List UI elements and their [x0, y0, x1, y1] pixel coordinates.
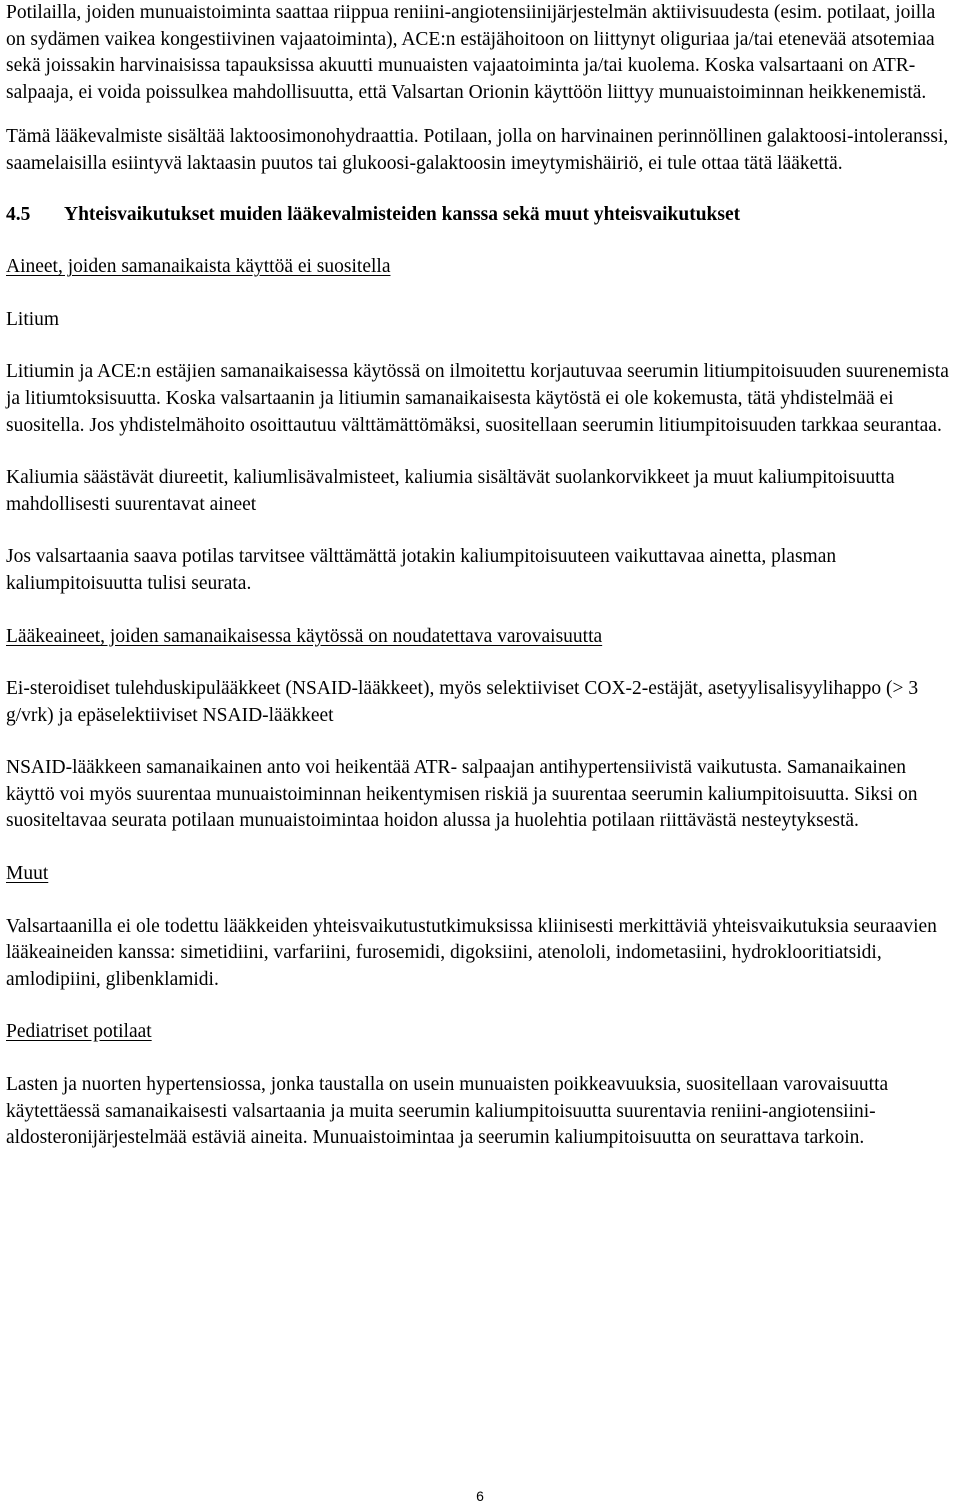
section-title: Yhteisvaikutukset muiden lääkevalmisteiden kanssa sekä muut yhteisvaikutukset [64, 203, 741, 225]
potassium-paragraph: Jos valsartaania saava potilas tarvitsee välttämättä jotakin kaliumpitoisuuteen vaikuttavaa ainetta, plasman kaliumpitoisuutta tulisi seurata. [6, 546, 837, 594]
subheading-pediatric: Pediatriset potilaat [6, 1021, 152, 1043]
pediatric-paragraph: Lasten ja nuorten hypertensiossa, jonka taustalla on usein munuaisten poikkeavuuksia, suositellaan varovaisuutta käytettäessä samanaikaisesti valsartaania ja muita seerumin kaliumpitoisuutta suurentavia reniini-angiotensiini-aldosteronijärjestelmää estäviä aineita. Munuaistoimintaa ja seerumin kaliumpitoisuutta on seurattava tarkoin. [6, 1074, 889, 1149]
lithium-paragraph: Litiumin ja ACE:n estäjien samanaikaisessa käytössä on ilmoitettu korjautuvaa seerumin litiumpitoisuuden suurenemista ja litiumtoksisuutta. Koska valsartaanin ja litiumin samanaikaisesta käytöstä ei ole kokemusta, tätä yhdistelmää ei suositella. Jos yhdistelmähoito osoittautuu välttämättömäksi, suositellaan seerumin litiumpitoisuuden tarkkaa seurantaa. [6, 361, 949, 436]
subheading-not-recommended: Aineet, joiden samanaikaista käyttöä ei suositella [6, 256, 391, 278]
section-number: 4.5 [6, 203, 31, 225]
subheading-lithium: Litium [6, 308, 60, 330]
renal-function-paragraph: Potilailla, joiden munuaistoiminta saattaa riippua reniini-angiotensiinijärjestelmän aktiivisuudesta (esim. potilaat, joilla on sydämen vaikea kongestiivinen vajaatoiminta), ACE:n estäjähoitoon on liittynyt oliguriaa ja/tai etenevää atsotemiaa sekä joissakin harvinaisissa tapauksissa akuutti munuaisten vajaatoiminta ja/tai kuolema. Koska valsartaani on ATR- salpaaja, ei voida poissulkea mahdollisuutta, että Valsartan Orionin käyttöön liittyy munuaistoiminnan heikkenemistä. [6, 2, 936, 103]
nsaid-title: Ei-steroidiset tulehduskipulääkkeet (NSAID-lääkkeet), myös selektiiviset COX-2-estäjät, asetyylisalisyylihappo (> 3 g/vrk) ja epäselektiiviset NSAID-lääkkeet [6, 678, 919, 726]
page-number: 6 [476, 1488, 484, 1504]
subheading-caution: Lääkeaineet, joiden samanaikaisessa käytössä on noudatettava varovaisuutta [6, 625, 603, 647]
nsaid-paragraph: NSAID-lääkkeen samanaikainen anto voi heikentää ATR- salpaajan antihypertensiivistä vaikutusta. Samanaikainen käyttö voi myös suurentaa munuaistoiminnan heikentymisen riskiä ja suurentaa seerumin kaliumpitoisuutta. Siksi on suositeltavaa seurata potilaan munuaistoimintaa hoidon alussa ja huolehtia potilaan riittävästä nesteytyksestä. [6, 757, 918, 832]
document-page [6, 0, 954, 1152]
subheading-other: Muut [6, 863, 49, 885]
lactose-paragraph: Tämä lääkevalmiste sisältää laktoosimonohydraattia. Potilaan, jolla on harvinainen perinnöllinen galaktoosi-intoleranssi, saamelaisilla esiintyvä laktaasin puutos tai glukoosi-galaktoosin imeytymishäiriö, ei tule ottaa tätä lääkettä. [6, 126, 949, 174]
potassium-title: Kaliumia säästävät diureetit, kaliumlisävalmisteet, kaliumia sisältävät suolankorvikkeet ja muut kaliumpitoisuutta mahdollisesti suurentavat aineet [6, 467, 895, 515]
other-paragraph: Valsartaanilla ei ole todettu lääkkeiden yhteisvaikutustutkimuksissa kliinisesti merkittäviä yhteisvaikutuksia seuraavien lääkeaineiden kanssa: simetidiini, varfariini, furosemidi, digoksiini, atenololi, indometasiini, hydroklooritiatsidi, amlodipiini, glibenklamidi. [6, 915, 937, 990]
section-heading [6, 202, 954, 229]
